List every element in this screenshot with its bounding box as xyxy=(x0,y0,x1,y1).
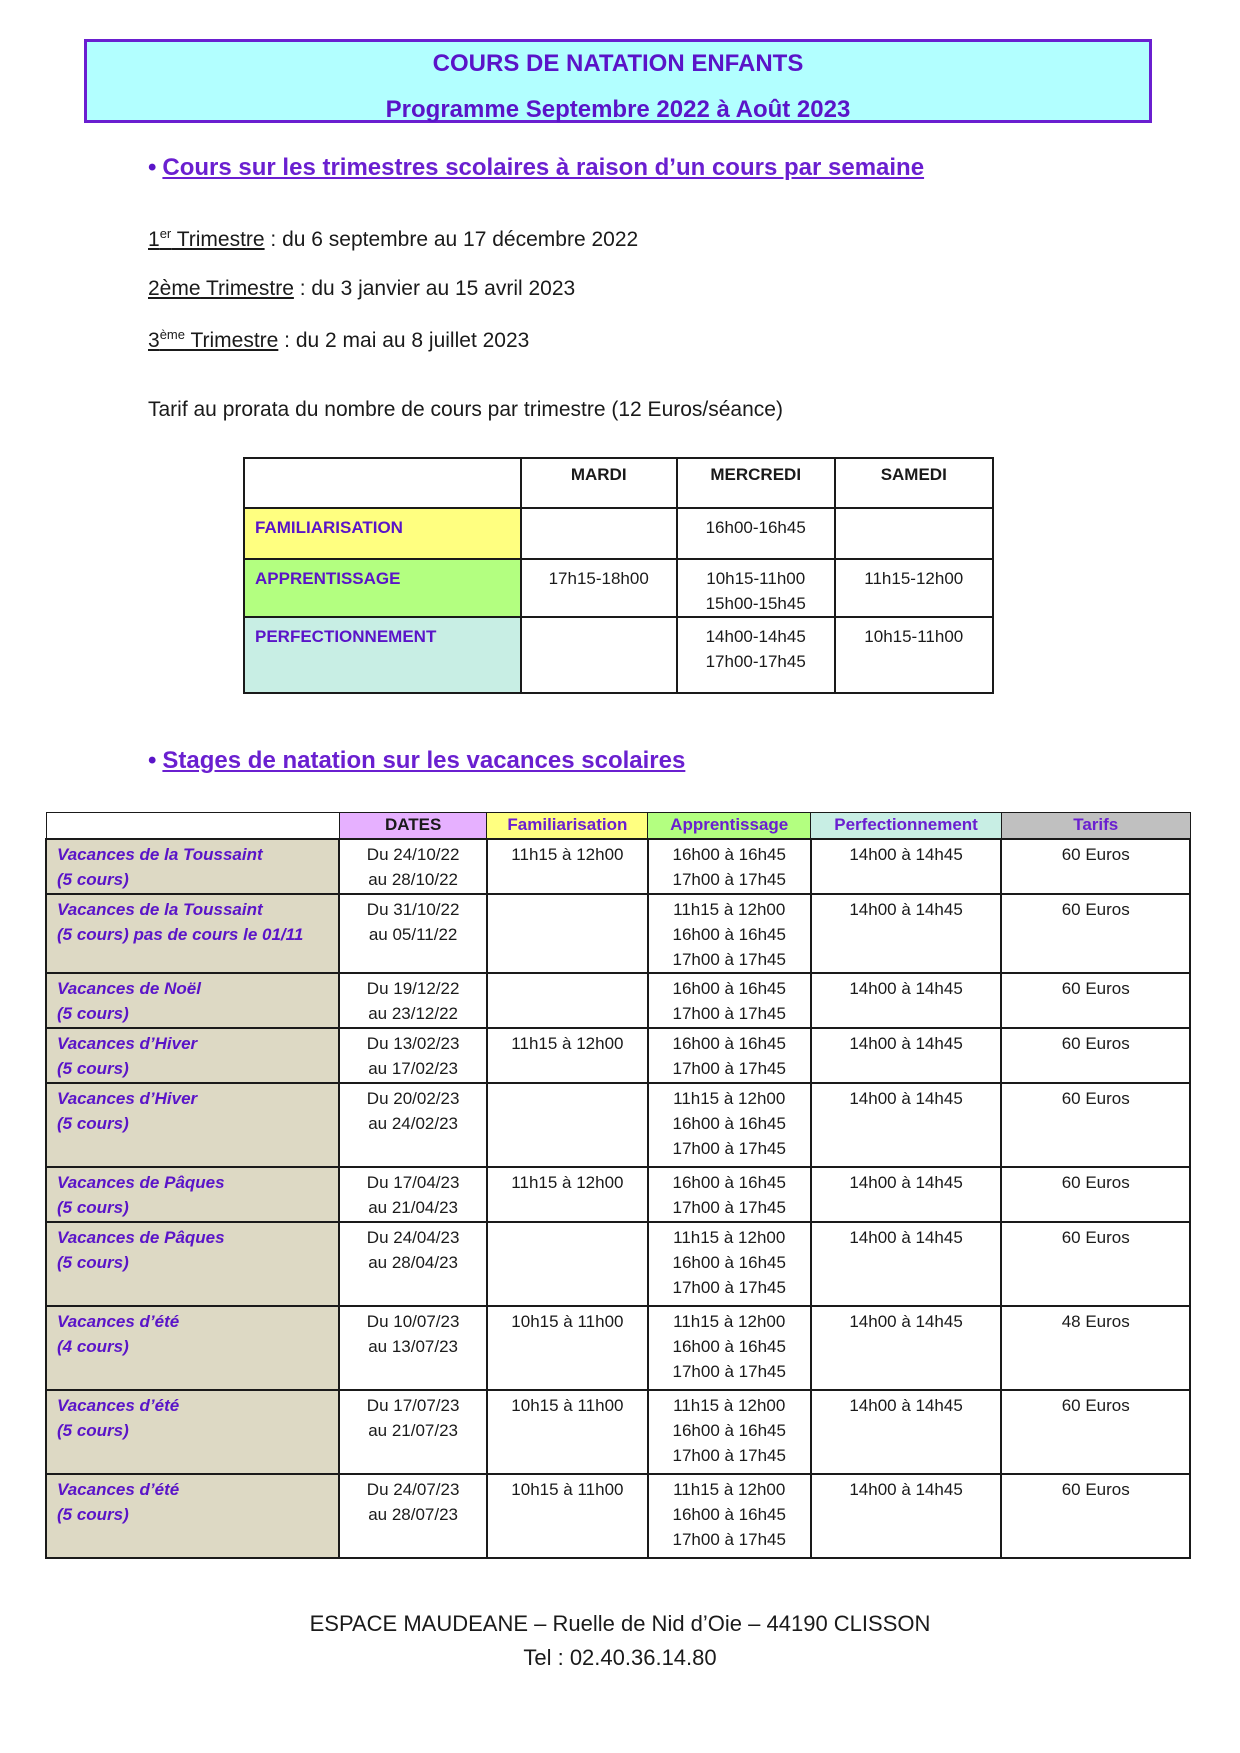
apprentissage-value: 11h15 à 12h00 xyxy=(673,899,786,919)
table-row xyxy=(46,1167,1190,1222)
level-label: FAMILIARISATION xyxy=(244,508,521,559)
dates-cell xyxy=(339,1083,487,1167)
holiday-name-line: Vacances d’été xyxy=(57,1479,180,1499)
schedule-cell xyxy=(677,617,835,693)
dates-cell xyxy=(339,894,487,973)
column-header: MERCREDI xyxy=(677,458,835,508)
time-slot: 10h15-11h00 xyxy=(864,627,964,646)
table-row xyxy=(46,839,1190,894)
perfectionnement-cell xyxy=(811,1083,1002,1167)
dates-value: Du 31/10/22 xyxy=(366,899,460,919)
level-label: PERFECTIONNEMENT xyxy=(244,617,521,693)
apprentissage-value: 16h00 à 16h45 xyxy=(672,1504,786,1524)
table-row xyxy=(244,617,993,693)
section-heading-trimestres xyxy=(148,154,924,182)
perfectionnement-value: 14h00 à 14h45 xyxy=(849,1227,963,1247)
holiday-name-line: (5 cours) pas de cours le 01/11 xyxy=(57,924,304,944)
holiday-name-line: (5 cours) xyxy=(57,1058,129,1078)
section-heading-stages xyxy=(148,747,685,775)
apprentissage-value: 16h00 à 16h45 xyxy=(672,1033,786,1053)
tarif-value: 48 Euros xyxy=(1061,1311,1130,1331)
time-slot: 11h15-12h00 xyxy=(864,569,964,588)
holiday-name-line: Vacances d’été xyxy=(57,1311,180,1331)
dates-cell xyxy=(339,1474,487,1558)
apprentissage-value: 17h00 à 17h45 xyxy=(672,1138,786,1158)
holiday-name xyxy=(46,1028,339,1083)
bullet-icon: • xyxy=(148,747,157,774)
familiarisation-cell xyxy=(487,1028,648,1083)
familiarisation-cell xyxy=(487,1083,648,1167)
dates-value: au 21/04/23 xyxy=(368,1197,459,1217)
tarif-note: Tarif au prorata du nombre de cours par trimestre (12 Euros/séance) xyxy=(148,398,783,421)
holiday-name-line: (5 cours) xyxy=(57,1252,129,1272)
apprentissage-value: 16h00 à 16h45 xyxy=(672,978,786,998)
holiday-name-line: (5 cours) xyxy=(57,1003,129,1023)
page-title: COURS DE NATATION ENFANTS xyxy=(432,50,804,77)
stages-table xyxy=(45,812,1191,1559)
weekly-schedule-table xyxy=(243,457,994,694)
table-row xyxy=(46,1028,1190,1083)
dates-value: Du 17/04/23 xyxy=(366,1172,460,1192)
time-slot: 14h00-14h45 xyxy=(705,627,806,646)
apprentissage-value: 16h00 à 16h45 xyxy=(672,1172,786,1192)
holiday-name-line: Vacances d’Hiver xyxy=(57,1033,198,1053)
familiarisation-cell xyxy=(487,839,648,894)
trimester-ordinal: er xyxy=(159,226,172,241)
apprentissage-value: 17h00 à 17h45 xyxy=(672,1197,786,1217)
holiday-name-line: (5 cours) xyxy=(57,869,129,889)
apprentissage-value: 17h00 à 17h45 xyxy=(672,869,786,889)
tarif-value: 60 Euros xyxy=(1061,844,1130,864)
table-row xyxy=(46,1306,1190,1390)
apprentissage-value: 11h15 à 12h00 xyxy=(673,1227,786,1247)
holiday-name-line: Vacances d’été xyxy=(57,1395,180,1415)
table-row xyxy=(46,973,1190,1028)
familiarisation-value: 10h15 à 11h00 xyxy=(511,1479,624,1499)
schedule-cell xyxy=(521,559,677,617)
tarif-cell xyxy=(1001,1306,1190,1390)
column-header: Perfectionnement xyxy=(811,813,1002,839)
title-banner xyxy=(84,39,1152,123)
perfectionnement-value: 14h00 à 14h45 xyxy=(849,899,963,919)
dates-value: au 28/04/23 xyxy=(368,1252,459,1272)
trimester-line xyxy=(148,327,529,353)
holiday-name-line: Vacances de Pâques xyxy=(57,1172,225,1192)
apprentissage-value: 17h00 à 17h45 xyxy=(672,1003,786,1023)
familiarisation-value: 11h15 à 12h00 xyxy=(511,1172,624,1192)
section-heading-text: Cours sur les trimestres scolaires à raison d’un cours par semaine xyxy=(162,154,925,181)
apprentissage-cell xyxy=(648,973,811,1028)
perfectionnement-cell xyxy=(811,1028,1002,1083)
perfectionnement-cell xyxy=(811,1390,1002,1474)
dates-value: Du 24/04/23 xyxy=(366,1227,460,1247)
time-slot: 16h00-16h45 xyxy=(705,518,806,537)
perfectionnement-value: 14h00 à 14h45 xyxy=(849,1088,963,1108)
perfectionnement-cell xyxy=(811,973,1002,1028)
apprentissage-value: 16h00 à 16h45 xyxy=(672,1252,786,1272)
table-row xyxy=(46,1083,1190,1167)
familiarisation-cell xyxy=(487,894,648,973)
holiday-name-line: Vacances de la Toussaint xyxy=(57,844,263,864)
bullet-icon: • xyxy=(148,154,157,181)
schedule-cell xyxy=(677,559,835,617)
tarif-cell xyxy=(1001,1083,1190,1167)
perfectionnement-cell xyxy=(811,1167,1002,1222)
table-row xyxy=(46,1474,1190,1558)
apprentissage-value: 16h00 à 16h45 xyxy=(672,844,786,864)
dates-value: au 21/07/23 xyxy=(368,1420,459,1440)
familiarisation-cell xyxy=(487,1306,648,1390)
apprentissage-value: 16h00 à 16h45 xyxy=(672,1336,786,1356)
dates-value: Du 19/12/22 xyxy=(366,978,460,998)
schedule-cell xyxy=(835,559,993,617)
apprentissage-value: 17h00 à 17h45 xyxy=(672,1529,786,1549)
tarif-cell xyxy=(1001,839,1190,894)
apprentissage-value: 17h00 à 17h45 xyxy=(672,949,786,969)
table-row xyxy=(46,1222,1190,1306)
tarif-cell xyxy=(1001,1167,1190,1222)
tarif-value: 60 Euros xyxy=(1061,899,1130,919)
tarif-value: 60 Euros xyxy=(1061,1395,1130,1415)
dates-cell xyxy=(339,973,487,1028)
column-header: MARDI xyxy=(521,458,677,508)
column-header: DATES xyxy=(339,813,487,839)
dates-cell xyxy=(339,1306,487,1390)
apprentissage-cell xyxy=(648,1306,811,1390)
perfectionnement-value: 14h00 à 14h45 xyxy=(849,1311,963,1331)
footer-address: ESPACE MAUDEANE – Ruelle de Nid d’Oie – 44190 CLISSON xyxy=(309,1611,931,1636)
perfectionnement-cell xyxy=(811,1222,1002,1306)
table-row xyxy=(46,894,1190,973)
apprentissage-value: 16h00 à 16h45 xyxy=(672,1113,786,1133)
time-slot: 17h15-18h00 xyxy=(548,569,649,588)
time-slot: 17h00-17h45 xyxy=(705,652,806,671)
holiday-name-line: Vacances de Noël xyxy=(57,978,201,998)
apprentissage-cell xyxy=(648,1167,811,1222)
perfectionnement-cell xyxy=(811,1306,1002,1390)
dates-value: Du 24/10/22 xyxy=(366,844,460,864)
column-header xyxy=(244,458,521,508)
perfectionnement-value: 14h00 à 14h45 xyxy=(849,1033,963,1053)
tarif-value: 60 Euros xyxy=(1061,1172,1130,1192)
holiday-name xyxy=(46,1306,339,1390)
apprentissage-value: 17h00 à 17h45 xyxy=(672,1058,786,1078)
apprentissage-value: 11h15 à 12h00 xyxy=(673,1479,786,1499)
holiday-name-line: (5 cours) xyxy=(57,1113,129,1133)
tarif-value: 60 Euros xyxy=(1061,1033,1130,1053)
dates-value: au 05/11/22 xyxy=(368,924,458,944)
section-heading-text: Stages de natation sur les vacances scolaires xyxy=(162,747,686,774)
column-header: Familiarisation xyxy=(487,813,648,839)
tarif-value: 60 Euros xyxy=(1061,1227,1130,1247)
holiday-name xyxy=(46,1390,339,1474)
dates-cell xyxy=(339,1390,487,1474)
holiday-name-line: Vacances de Pâques xyxy=(57,1227,225,1247)
dates-value: au 13/07/23 xyxy=(368,1336,459,1356)
dates-value: au 23/12/22 xyxy=(368,1003,459,1023)
holiday-name xyxy=(46,1083,339,1167)
tarif-cell xyxy=(1001,1028,1190,1083)
tarif-cell xyxy=(1001,973,1190,1028)
holiday-name-line: (5 cours) xyxy=(57,1197,129,1217)
schedule-cell xyxy=(835,617,993,693)
familiarisation-cell xyxy=(487,1167,648,1222)
familiarisation-cell xyxy=(487,1474,648,1558)
perfectionnement-value: 14h00 à 14h45 xyxy=(849,1395,963,1415)
dates-value: au 28/07/23 xyxy=(368,1504,459,1524)
dates-cell xyxy=(339,1167,487,1222)
dates-cell xyxy=(339,1028,487,1083)
apprentissage-value: 16h00 à 16h45 xyxy=(672,924,786,944)
holiday-name-line: Vacances d’Hiver xyxy=(57,1088,198,1108)
trimester-dates: : du 3 janvier au 15 avril 2023 xyxy=(293,277,576,300)
perfectionnement-cell xyxy=(811,1474,1002,1558)
dates-cell xyxy=(339,839,487,894)
apprentissage-cell xyxy=(648,894,811,973)
trimester-label: 3ème Trimestre xyxy=(148,327,279,352)
apprentissage-value: 17h00 à 17h45 xyxy=(672,1277,786,1297)
trimester-line xyxy=(148,226,638,252)
holiday-name xyxy=(46,839,339,894)
dates-value: Du 13/02/23 xyxy=(366,1033,460,1053)
familiarisation-cell xyxy=(487,1222,648,1306)
apprentissage-cell xyxy=(648,1028,811,1083)
table-row xyxy=(244,559,993,617)
apprentissage-value: 17h00 à 17h45 xyxy=(672,1445,786,1465)
familiarisation-cell xyxy=(487,973,648,1028)
schedule-cell xyxy=(835,508,993,559)
apprentissage-cell xyxy=(648,839,811,894)
holiday-name-line: Vacances de la Toussaint xyxy=(57,899,263,919)
trimester-ordinal: ème xyxy=(159,327,185,342)
time-slot: 15h00-15h45 xyxy=(705,594,806,613)
column-header: Apprentissage xyxy=(648,813,811,839)
trimester-dates: : du 6 septembre au 17 décembre 2022 xyxy=(264,228,639,251)
tarif-cell xyxy=(1001,1474,1190,1558)
trimester-line xyxy=(148,277,575,301)
tarif-value: 60 Euros xyxy=(1061,978,1130,998)
perfectionnement-value: 14h00 à 14h45 xyxy=(849,1172,963,1192)
holiday-name xyxy=(46,1474,339,1558)
trimester-label: 2ème Trimestre xyxy=(148,277,294,300)
tarif-value: 60 Euros xyxy=(1061,1088,1130,1108)
holiday-name xyxy=(46,1167,339,1222)
apprentissage-cell xyxy=(648,1390,811,1474)
tarif-cell xyxy=(1001,894,1190,973)
holiday-name xyxy=(46,973,339,1028)
holiday-name xyxy=(46,894,339,973)
tarif-cell xyxy=(1001,1222,1190,1306)
perfectionnement-cell xyxy=(811,839,1002,894)
dates-value: au 24/02/23 xyxy=(368,1113,459,1133)
holiday-name xyxy=(46,1222,339,1306)
table-row xyxy=(46,1390,1190,1474)
apprentissage-cell xyxy=(648,1083,811,1167)
tarif-value: 60 Euros xyxy=(1061,1479,1130,1499)
holiday-name-line: (4 cours) xyxy=(57,1336,129,1356)
apprentissage-value: 11h15 à 12h00 xyxy=(673,1395,786,1415)
perfectionnement-cell xyxy=(811,894,1002,973)
dates-value: au 17/02/23 xyxy=(368,1058,459,1078)
table-row xyxy=(244,508,993,559)
schedule-cell xyxy=(521,617,677,693)
familiarisation-value: 11h15 à 12h00 xyxy=(511,844,624,864)
familiarisation-value: 11h15 à 12h00 xyxy=(511,1033,624,1053)
column-header: Tarifs xyxy=(1001,813,1190,839)
trimester-label: 1er Trimestre xyxy=(148,226,265,251)
perfectionnement-value: 14h00 à 14h45 xyxy=(849,1479,963,1499)
perfectionnement-value: 14h00 à 14h45 xyxy=(849,978,963,998)
column-header: SAMEDI xyxy=(835,458,993,508)
familiarisation-cell xyxy=(487,1390,648,1474)
dates-cell xyxy=(339,1222,487,1306)
dates-value: Du 20/02/23 xyxy=(366,1088,460,1108)
page-subtitle: Programme Septembre 2022 à Août 2023 xyxy=(385,96,851,123)
dates-value: Du 24/07/23 xyxy=(366,1479,460,1499)
dates-value: Du 10/07/23 xyxy=(366,1311,460,1331)
apprentissage-value: 11h15 à 12h00 xyxy=(673,1311,786,1331)
familiarisation-value: 10h15 à 11h00 xyxy=(511,1395,624,1415)
apprentissage-value: 17h00 à 17h45 xyxy=(672,1361,786,1381)
perfectionnement-value: 14h00 à 14h45 xyxy=(849,844,963,864)
tarif-cell xyxy=(1001,1390,1190,1474)
trimester-dates: : du 2 mai au 8 juillet 2023 xyxy=(278,329,530,352)
time-slot: 10h15-11h00 xyxy=(706,569,806,588)
column-header xyxy=(46,813,339,839)
holiday-name-line: (5 cours) xyxy=(57,1504,129,1524)
apprentissage-value: 16h00 à 16h45 xyxy=(672,1420,786,1440)
apprentissage-cell xyxy=(648,1474,811,1558)
schedule-cell xyxy=(521,508,677,559)
familiarisation-value: 10h15 à 11h00 xyxy=(511,1311,624,1331)
holiday-name-line: (5 cours) xyxy=(57,1420,129,1440)
schedule-cell xyxy=(677,508,835,559)
dates-value: Du 17/07/23 xyxy=(366,1395,460,1415)
apprentissage-value: 11h15 à 12h00 xyxy=(673,1088,786,1108)
footer-phone: Tel : 02.40.36.14.80 xyxy=(523,1645,717,1670)
dates-value: au 28/10/22 xyxy=(368,869,459,889)
level-label: APPRENTISSAGE xyxy=(244,559,521,617)
apprentissage-cell xyxy=(648,1222,811,1306)
